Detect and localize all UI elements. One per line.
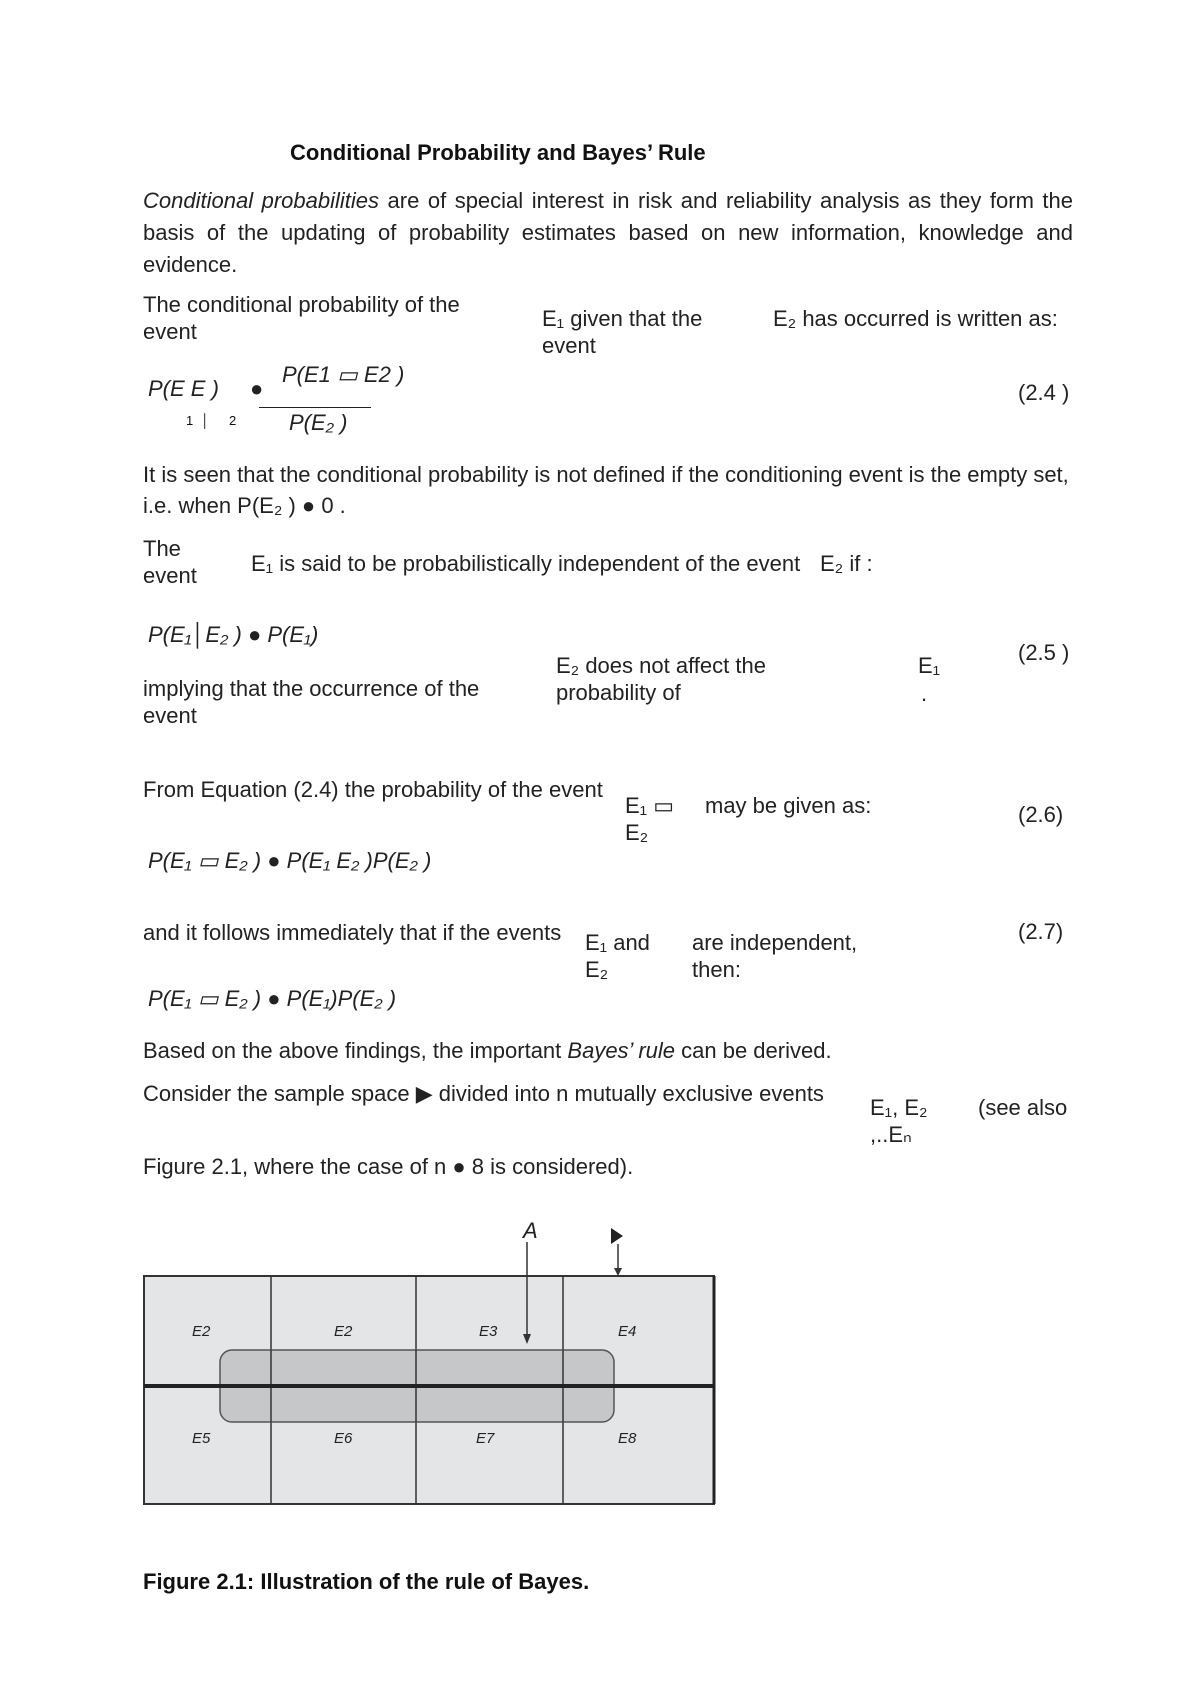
implying-dot: . bbox=[921, 681, 928, 706]
eq-2-4-number: (2.4 ) bbox=[1018, 380, 1070, 405]
cond-def-mid: E₁ given that the event bbox=[542, 306, 703, 358]
cell-label-1: E2 bbox=[192, 1323, 211, 1340]
label-a: A bbox=[523, 1218, 538, 1243]
from-eq-left: From Equation (2.4) the probability of the event bbox=[143, 777, 603, 802]
cell-label-4: E4 bbox=[618, 1323, 637, 1340]
fraction-bar bbox=[259, 407, 371, 408]
not-defined-paragraph: It is seen that the conditional probability is not defined if the conditioning event is the empty set, i.e. when P(E₂ ) ● 0 . bbox=[143, 462, 1069, 518]
indep-def-right: E₂ if : bbox=[820, 551, 873, 576]
eq-2-4-lhs: P(E E ) bbox=[148, 376, 219, 401]
eq-2-4-lhs-subs: 1│ 2 bbox=[186, 413, 245, 428]
cell-label-8: E8 bbox=[618, 1430, 637, 1447]
eq-2-4-operator: ● bbox=[250, 376, 264, 401]
cell-label-5: E5 bbox=[192, 1430, 211, 1447]
indep-def-mid: E₁ is said to be probabilistically independent of the event bbox=[251, 551, 801, 576]
cond-def-left: The conditional probability of the event bbox=[143, 292, 460, 344]
figure-reference: Figure 2.1, where the case of n ● 8 is considered). bbox=[143, 1154, 634, 1179]
eq-2-7-number: (2.7) bbox=[1018, 919, 1064, 944]
follows-right: are independent, then: bbox=[692, 930, 858, 982]
implying-mid: E₂ does not affect the probability of bbox=[556, 653, 766, 705]
eq-2-5: P(E₁│E₂ ) ● P(E₁) bbox=[148, 622, 319, 647]
from-eq-mid: E₁ ▭ E₂ bbox=[625, 793, 674, 845]
eq-2-7: P(E₁ ▭ E₂ ) ● P(E₁)P(E₂ ) bbox=[148, 986, 397, 1011]
consider-left: Consider the sample space ▶ divided into n mutually exclusive events bbox=[143, 1081, 824, 1106]
eq-2-4-numerator: P(E1 ▭ E2 ) bbox=[282, 362, 405, 387]
intro-italic-lead: Conditional probabilities bbox=[143, 188, 379, 213]
bayes-figure bbox=[130, 1210, 730, 1510]
eq-2-4-denominator: P(E₂ ) bbox=[289, 410, 348, 435]
cond-def-right: E₂ has occurred is written as: bbox=[773, 306, 1058, 331]
follows-mid: E₁ and E₂ bbox=[585, 930, 650, 982]
follows-left: and it follows immediately that if the events bbox=[143, 920, 562, 945]
eq-2-6-number: (2.6) bbox=[1018, 802, 1064, 827]
eq-2-6: P(E₁ ▭ E₂ ) ● P(E₁ E₂ )P(E₂ ) bbox=[148, 848, 432, 873]
intro-rest: are of special interest in risk and reliability analysis as they form the basis of the updating of probability estimates based on new information, knowledge and evidence. bbox=[143, 188, 1073, 277]
consider-mid: E₁, E₂ ,..Eₙ bbox=[870, 1095, 928, 1147]
cell-label-7: E7 bbox=[476, 1430, 495, 1447]
cell-label-6: E6 bbox=[334, 1430, 353, 1447]
eq-2-5-number: (2.5 ) bbox=[1018, 640, 1070, 665]
cell-label-2: E2 bbox=[334, 1323, 353, 1340]
indep-def-left: The event bbox=[143, 536, 197, 588]
from-eq-right: may be given as: bbox=[705, 793, 872, 818]
implying-right: E₁ bbox=[918, 653, 941, 678]
consider-right: (see also bbox=[978, 1095, 1068, 1120]
implying-left: implying that the occurrence of the event bbox=[143, 676, 480, 728]
intro-paragraph bbox=[143, 185, 1073, 281]
cell-label-3: E3 bbox=[479, 1323, 498, 1340]
based-on-paragraph: Based on the above findings, the important Bayes’ rule can be derived. bbox=[143, 1038, 832, 1063]
page-title: Conditional Probability and Bayes’ Rule bbox=[290, 140, 706, 165]
figure-caption: Figure 2.1: Illustration of the rule of Bayes. bbox=[143, 1569, 590, 1594]
